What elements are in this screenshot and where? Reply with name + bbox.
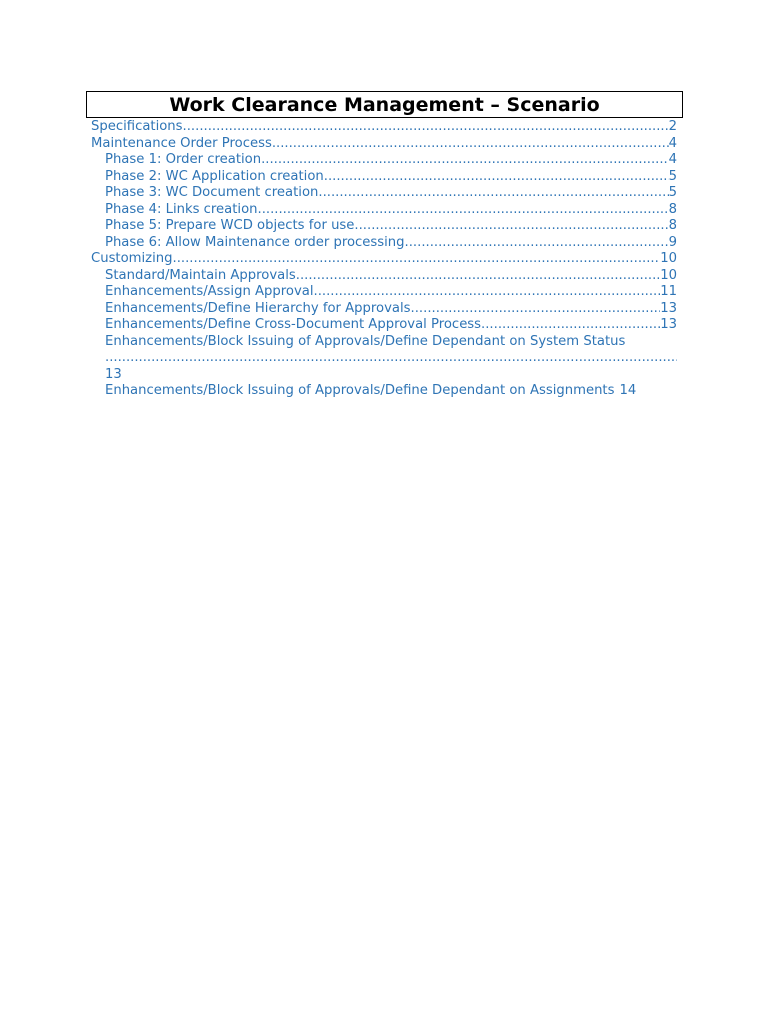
toc-leader-dots: [261, 152, 669, 169]
toc-page-number: 14: [619, 383, 637, 398]
toc-page-number: 10: [660, 267, 677, 283]
toc-page-number: 5: [668, 168, 677, 184]
toc-page-number: 8: [668, 218, 677, 233]
table-of-contents: [91, 119, 677, 400]
toc-entry-label: Enhancements/Block Issuing of Approvals/Define Dependant on System Status: [105, 333, 626, 349]
toc-entry-label: Customizing: [91, 251, 173, 266]
toc-entry-phase-1[interactable]: [91, 152, 677, 169]
toc-entry-label: Specifications: [91, 119, 183, 134]
toc-entry-phase-2[interactable]: [91, 169, 677, 186]
toc-entry-specifications[interactable]: [91, 119, 677, 136]
toc-entry-define-hierarchy[interactable]: [91, 301, 677, 318]
toc-entry-phase-6[interactable]: [91, 235, 677, 252]
toc-entry-label: Phase 4: Links creation: [105, 201, 258, 217]
toc-entry-cross-document-approval[interactable]: [91, 317, 677, 334]
toc-leader-dots: [405, 235, 669, 252]
toc-entry-label: Enhancements/Block Issuing of Approvals/Define Dependant on Assignments: [105, 383, 615, 398]
document-title: Work Clearance Management – Scenario: [86, 91, 683, 118]
toc-entry-phase-4[interactable]: [91, 202, 677, 219]
toc-entry-maintenance-order-process[interactable]: [91, 136, 677, 153]
toc-leader-dots: [354, 218, 668, 235]
toc-page-number: 13: [105, 366, 122, 382]
toc-entry-label: Enhancements/Define Cross-Document Approval Process: [105, 317, 482, 332]
toc-leader-dots: [296, 268, 660, 285]
toc-page-number: 9: [668, 234, 677, 250]
toc-entry-label: Enhancements/Assign Approval: [105, 284, 314, 299]
toc-entry-label: Phase 6: Allow Maintenance order processing: [105, 234, 405, 250]
toc-leader-dots: [314, 284, 661, 301]
toc-page-number: 4: [668, 135, 677, 151]
toc-entry-label: Phase 2: WC Application creation: [105, 168, 324, 184]
toc-page-number: 5: [668, 185, 677, 200]
toc-page-number: 13: [660, 300, 677, 316]
toc-leader-dots: [258, 202, 669, 219]
toc-entry-label: Phase 1: Order creation: [105, 152, 262, 167]
toc-entry-label: Phase 5: Prepare WCD objects for use: [105, 218, 355, 233]
toc-page-number: 10: [660, 251, 677, 266]
toc-page-number: 4: [668, 152, 677, 167]
toc-entry-dependant-on-assignments[interactable]: [91, 383, 677, 400]
toc-page-number: 13: [660, 317, 677, 332]
toc-page-number: 2: [668, 119, 677, 134]
toc-entry-phase-5[interactable]: [91, 218, 677, 235]
toc-page-number: 8: [668, 201, 677, 217]
toc-entry-customizing[interactable]: [91, 251, 677, 268]
toc-leader-dots: [411, 301, 661, 318]
toc-leader-dots: [481, 317, 660, 334]
toc-entry-label: Maintenance Order Process: [91, 135, 272, 151]
toc-leader-dots: [183, 119, 669, 136]
toc-entry-dependant-on-system-status[interactable]: [91, 334, 677, 384]
toc-leader-dots: [105, 350, 677, 367]
toc-leader-dots: [173, 251, 661, 268]
toc-entry-phase-3[interactable]: [91, 185, 677, 202]
toc-entry-label: Enhancements/Define Hierarchy for Approvals: [105, 300, 411, 316]
toc-entry-label: Phase 3: WC Document creation: [105, 185, 319, 200]
toc-entry-assign-approval[interactable]: [91, 284, 677, 301]
toc-leader-dots: [272, 136, 669, 153]
toc-page-number: 11: [660, 284, 677, 299]
toc-leader-dots: [324, 169, 669, 186]
toc-leader-dots: [318, 185, 668, 202]
toc-entry-maintain-approvals[interactable]: [91, 268, 677, 285]
toc-entry-label: Standard/Maintain Approvals: [105, 267, 296, 283]
